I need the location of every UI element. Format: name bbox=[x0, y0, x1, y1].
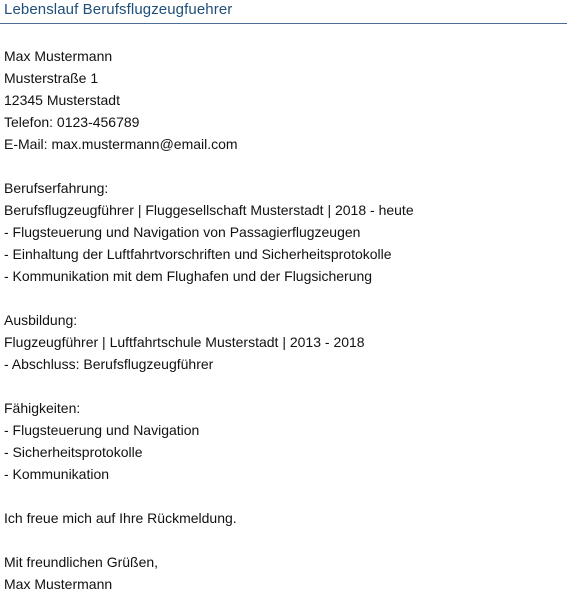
contact-name: Max Mustermann bbox=[4, 48, 113, 64]
document-body bbox=[4, 45, 563, 595]
spacer bbox=[4, 375, 563, 397]
spacer bbox=[4, 287, 563, 309]
closing-section bbox=[4, 507, 563, 595]
contact-email: E-Mail: max.mustermann@email.com bbox=[4, 136, 238, 152]
education-entry: Flugzeugführer | Luftfahrtschule Musterstadt | 2013 - 2018 bbox=[4, 334, 365, 350]
experience-item: - Kommunikation mit dem Flughafen und der Flugsicherung bbox=[4, 268, 373, 284]
closing-statement: Ich freue mich auf Ihre Rückmeldung. bbox=[4, 510, 237, 526]
skills-item: - Kommunikation bbox=[4, 466, 110, 482]
experience-heading: Berufserfahrung: bbox=[4, 180, 109, 196]
document-title: Lebenslauf Berufsflugzeugfuehrer bbox=[4, 1, 233, 18]
contact-phone: Telefon: 0123-456789 bbox=[4, 114, 140, 130]
title-underline bbox=[0, 23, 567, 24]
spacer bbox=[4, 155, 563, 177]
experience-item: - Einhaltung der Luftfahrtvorschriften und Sicherheitsprotokolle bbox=[4, 246, 392, 262]
spacer bbox=[4, 529, 563, 551]
education-heading: Ausbildung: bbox=[4, 312, 78, 328]
skills-item: - Flugsteuerung und Navigation bbox=[4, 422, 200, 438]
experience-section bbox=[4, 177, 563, 287]
skills-section bbox=[4, 397, 563, 485]
signature-name: Max Mustermann bbox=[4, 576, 113, 592]
contact-street: Musterstraße 1 bbox=[4, 70, 99, 86]
skills-heading: Fähigkeiten: bbox=[4, 400, 81, 416]
skills-item: - Sicherheitsprotokolle bbox=[4, 444, 143, 460]
education-section bbox=[4, 309, 563, 375]
contact-city: 12345 Musterstadt bbox=[4, 92, 120, 108]
spacer bbox=[4, 485, 563, 507]
contact-block bbox=[4, 45, 563, 155]
closing-salutation: Mit freundlichen Grüßen, bbox=[4, 554, 159, 570]
education-item: - Abschluss: Berufsflugzeugführer bbox=[4, 356, 214, 372]
experience-item: - Flugsteuerung und Navigation von Passagierflugzeugen bbox=[4, 224, 361, 240]
experience-position: Berufsflugzeugführer | Fluggesellschaft Musterstadt | 2018 - heute bbox=[4, 202, 414, 218]
